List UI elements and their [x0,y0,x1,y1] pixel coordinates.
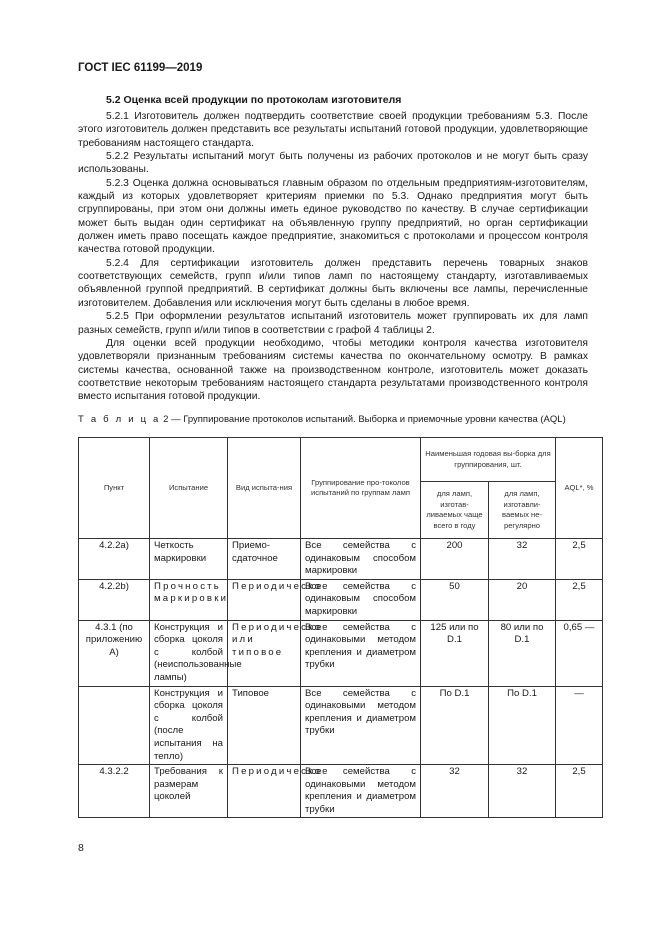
cell-item: 4.2.2b) [79,579,150,620]
header-grouping: Группирование про-токолов испытаний по группам ламп [301,438,421,539]
table-row [79,765,603,818]
paragraph: 5.2.5 При оформлении результатов испытаний изготовитель может группировать их для ламп разных семейств, групп и/или типов в соответствии с графой 4 таблицы 2. [78,311,588,336]
table-2 [78,437,603,818]
cell-frequent: 32 [421,765,489,818]
cell-aql: 2,5 [556,579,603,620]
table-row [79,686,603,765]
header-min-sample: Наименьшая годовая вы-борка для группирования, шт. [421,438,556,482]
cell-irregular: 20 [489,579,556,620]
table-caption-label: Т а б л и ц а [78,414,161,425]
cell-kind: Периодическое или типовое [228,620,301,686]
paragraph: 5.2.4 Для сертификации изготовитель должен представить перечень товарных знаков соответствующих семейств, групп и/или типов ламп по настоящему стандарту, изготавливаемых объявленной группой предприятий. В сертификат должны быть включены все лампы, перечисленные изготовителем. Добавления или исключения могут быть сделаны в любое время. [78,257,588,309]
table-row [79,539,603,580]
cell-frequent: 200 [421,539,489,580]
table-caption [78,414,598,425]
table-caption-text: 2 — Группирование протоколов испытаний. Выборка и приемочные уровни качества (AQL) [160,414,566,425]
document-code: ГОСТ IEC 61199—2019 [78,62,203,74]
cell-test: Четкость маркировки [150,539,228,580]
section-title: 5.2 Оценка всей продукции по протоколам изготовителя [106,94,402,106]
cell-frequent: По D.1 [421,686,489,765]
cell-item: 4.3.2.2 [79,765,150,818]
cell-aql: 2,5 [556,539,603,580]
cell-irregular: 32 [489,765,556,818]
cell-item: 4.3.1 (по приложению А) [79,620,150,686]
cell-item: 4.2.2a) [79,539,150,580]
cell-irregular: 80 или по D.1 [489,620,556,686]
cell-frequent: 50 [421,579,489,620]
header-aql: AQL*, % [556,438,603,539]
cell-aql: 0,65 — [556,620,603,686]
paragraph: 5.2.1 Изготовитель должен подтвердить соответствие своей продукции требованиям 5.3. После этого изготовитель должен представить все результаты испытаний готовой продукции, удовлетворяющие требованиям настоящего стандарта. [78,111,588,149]
header-test: Испытание [150,438,228,539]
cell-aql: 2,5 [556,765,603,818]
header-item: Пункт [79,438,150,539]
cell-group: Все семейства с одинаковыми методом крепления и диаметром трубки [301,686,421,765]
header-test-kind: Вид испыта-ния [228,438,301,539]
cell-test: Требования к размерам цоколей [150,765,228,818]
cell-irregular: 32 [489,539,556,580]
paragraph: Для оценки всей продукции необходимо, чтобы методики контроля качества изготовителя удовлетворяли признанным требованиям системы качества по окончательному осмотру. В рамках системы качества, основанной также на производственном контроле, изготовитель может доказать соответствие некоторым требованиям настоящего стандарта результатами производственного контроля вместо испытания готовой продукции. [78,337,588,403]
cell-item [79,686,150,765]
cell-aql: — [556,686,603,765]
cell-test: Прочность маркировки [150,579,228,620]
table-row [79,579,603,620]
cell-kind: Периодическое [228,765,301,818]
cell-group: Все семейства с одинаковым способом маркировки [301,579,421,620]
cell-group: Все семейства с одинаковыми методом крепления и диаметром трубки [301,765,421,818]
table-row [79,620,603,686]
cell-group: Все семейства с одинаковым способом маркировки [301,539,421,580]
cell-frequent: 125 или по D.1 [421,620,489,686]
page-number: 8 [78,842,84,854]
header-frequent: для ламп, изготав-ливаемых чаще всего в году [421,482,489,539]
cell-group: Все семейства с одинаковыми методом крепления и диаметром трубки [301,620,421,686]
body-text [78,110,588,404]
cell-kind: Периодическое [228,579,301,620]
cell-test: Конструкция и сборка цоколя с колбой (после испытания на тепло) [150,686,228,765]
cell-test: Конструкция и сборка цоколя с колбой (неиспользованные лампы) [150,620,228,686]
cell-kind: Типовое [228,686,301,765]
cell-kind: Приемо-сдаточное [228,539,301,580]
header-irregular: для ламп, изготавли-ваемых не-регулярно [489,482,556,539]
cell-irregular: По D.1 [489,686,556,765]
paragraph: 5.2.3 Оценка должна основываться главным образом по отдельным предприятиям-изготовителям, каждый из которых удовлетворяет критериям приемки по 5.3. Однако предприятия могут быть сгруппированы, при этом они должны иметь единое руководство по качеству. В случае сертификации может быть выдан один сертификат на объявленную группу предприятий, но орган сертификации должен иметь право посещать каждое предприятие, знакомиться с протоколами и процессом контроля качества готовой продукции. [78,177,588,256]
paragraph: 5.2.2 Результаты испытаний могут быть получены из рабочих протоколов и не могут быть сразу использованы. [78,151,588,176]
